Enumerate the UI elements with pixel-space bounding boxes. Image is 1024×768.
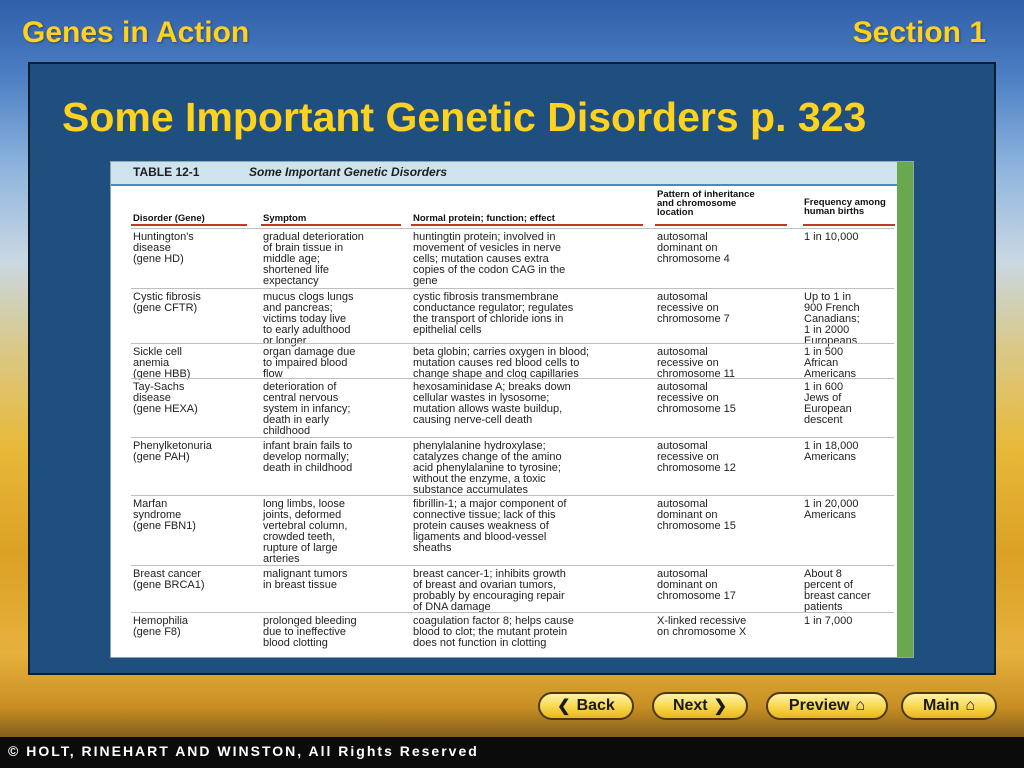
table-cell: Up to 1 in 900 French Canadians; 1 in 2000 Europeans [804, 291, 860, 347]
preview-label: Preview [788, 697, 850, 714]
table-cell: cystic fibrosis transmembrane conductance regulator; regulates the transport of chloride ions in epithelial cells [413, 291, 574, 336]
table-row [131, 565, 894, 566]
table-cell: organ damage due to impaired blood flow [263, 346, 356, 380]
table-cell: Marfan syndrome (gene FBN1) [133, 498, 196, 532]
slide-title: Some Important Genetic Disorders p. 323 [62, 94, 867, 140]
column-header-disorder: Disorder (Gene) [133, 213, 205, 224]
table-cell: infant brain fails to develop normally; death in childhood [263, 440, 353, 474]
table-row [131, 437, 894, 438]
table-cell: malignant tumors in breast tissue [263, 568, 348, 591]
table-cell: autosomal recessive on chromosome 11 [657, 346, 736, 380]
table-row [131, 612, 894, 613]
table-cell: 1 in 500 African Americans [804, 346, 856, 380]
back-label: Back [576, 697, 615, 714]
next-button[interactable] [652, 692, 748, 720]
table-cell: Sickle cell anemia (gene HBB) [133, 346, 191, 380]
column-header-frequency: Frequency among human births [804, 197, 886, 217]
table-cell: mucus clogs lungs and pancreas; victims today live to early adulthood or longer [263, 291, 354, 347]
main-button[interactable] [901, 692, 997, 720]
table-row [131, 288, 894, 289]
table-row [131, 378, 894, 379]
table-cell: autosomal dominant on chromosome 4 [657, 231, 730, 265]
table-caption: Some Important Genetic Disorders [249, 165, 448, 179]
table-cell: huntingtin protein; involved in movement of vesicles in nerve cells; mutation causes extra copies of the codon CAG in the gene [413, 231, 566, 287]
table-cell: phenylalanine hydroxylase; catalyzes change of the amino acid phenylalanine to tyrosine; without the enzyme, a toxic substance accumulates [413, 440, 562, 496]
home-icon: ⌂ [855, 697, 866, 714]
table-cell: prolonged bleeding due to ineffective blood clotting [263, 615, 357, 649]
table-cell: fibrillin-1; a major component of connective tissue; lack of this protein causes weakness of ligaments and blood-vessel sheaths [413, 498, 567, 554]
table-cell: Cystic fibrosis (gene CFTR) [133, 291, 201, 314]
table-row [131, 228, 894, 229]
copyright-footer [0, 737, 1024, 768]
table-cell: coagulation factor 8; helps cause blood to clot; the mutant protein does not function in clotting [413, 615, 574, 649]
table-row [131, 343, 894, 344]
table-cell: Phenylketonuria (gene PAH) [133, 440, 212, 463]
table-number: TABLE 12-1 [133, 165, 200, 179]
table-cell: Breast cancer (gene BRCA1) [133, 568, 205, 591]
table-cell: hexosaminidase A; breaks down cellular wastes in lysosome; mutation allows waste buildup, causing nerve-cell death [413, 381, 571, 426]
table-cell: beta globin; carries oxygen in blood; mutation causes red blood cells to change shape and clog capillaries [413, 346, 590, 380]
preview-button[interactable] [766, 692, 888, 720]
table-cell: Tay-Sachs disease (gene HEXA) [133, 381, 198, 415]
back-button[interactable] [538, 692, 634, 720]
genetic-disorders-table [110, 161, 914, 658]
table-cell: long limbs, loose joints, deformed vertebral column, crowded teeth, rupture of large arteries [263, 498, 348, 565]
table-cell: autosomal dominant on chromosome 15 [657, 498, 736, 532]
table-cell: 1 in 20,000 Americans [804, 498, 859, 521]
main-label: Main [922, 697, 960, 714]
table-cell: breast cancer-1; inhibits growth of breast and ovarian tumors, probably by encouraging repair of DNA damage [413, 568, 566, 613]
next-label: Next [672, 697, 708, 714]
table-cell: 1 in 18,000 Americans [804, 440, 859, 463]
chapter-title: Genes in Action [22, 16, 250, 49]
column-header-protein: Normal protein; function; effect [413, 213, 555, 224]
column-header-inheritance: Pattern of inheritance and chromosome location [657, 189, 755, 218]
table-cell: autosomal dominant on chromosome 17 [657, 568, 736, 602]
header-underline [131, 224, 247, 226]
table-cell: 1 in 10,000 [804, 231, 859, 243]
table-cell: autosomal recessive on chromosome 12 [657, 440, 736, 474]
table-cell: 1 in 600 Jews of European descent [804, 381, 852, 426]
column-header-symptom: Symptom [263, 213, 307, 224]
table-cell: autosomal recessive on chromosome 7 [657, 291, 730, 325]
table-cell: Huntington's disease (gene HD) [133, 231, 194, 265]
table-row [131, 495, 894, 496]
table-cell: X-linked recessive on chromosome X [657, 615, 747, 638]
header-underline [261, 224, 401, 226]
chevron-left-icon: ❮ [557, 698, 571, 715]
header-underline [803, 224, 895, 226]
table-cell: 1 in 7,000 [804, 615, 853, 627]
table-cell: autosomal recessive on chromosome 15 [657, 381, 736, 415]
table-cell: deterioration of central nervous system in infancy; death in early childhood [263, 381, 351, 437]
chevron-right-icon: ❯ [713, 698, 728, 715]
table-cell: gradual deterioration of brain tissue in middle age; shortened life expectancy [263, 231, 364, 287]
header-underline [655, 224, 787, 226]
table-accent-stripe [897, 162, 913, 658]
header-underline [411, 224, 643, 226]
table-cell: Hemophilia (gene F8) [133, 615, 189, 638]
copyright-text: © HOLT, RINEHART AND WINSTON, All Rights Reserved [8, 743, 479, 759]
table-cell: About 8 percent of breast cancer patients [804, 568, 871, 613]
home-icon: ⌂ [965, 697, 976, 714]
table-caption-bar [111, 162, 913, 186]
section-label: Section 1 [852, 16, 986, 49]
